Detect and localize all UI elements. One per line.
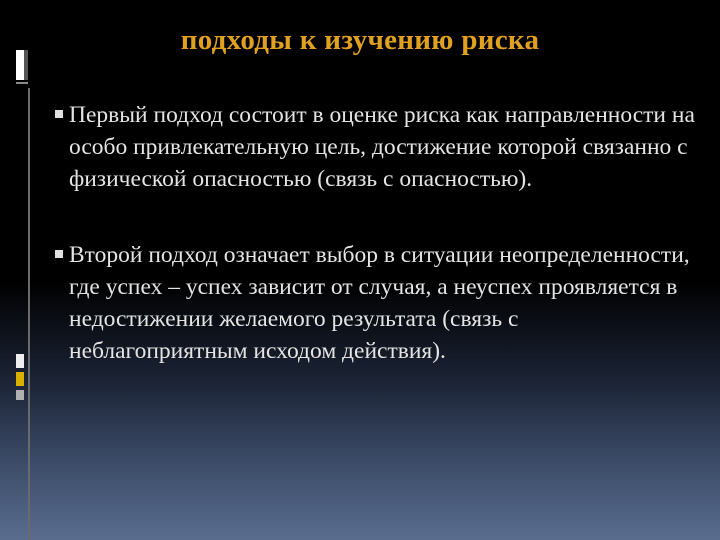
left-accent-bar-top-dark [24, 50, 28, 80]
bullet-item [55, 100, 695, 196]
left-accent-square-gray [16, 390, 24, 400]
slide-title: подходы к изучению риска [180, 24, 540, 56]
left-accent-square-white [16, 354, 24, 368]
left-vertical-line [28, 88, 30, 540]
bullet-text: Первый подход состоит в оценке риска как направленности на особо привлекательную цель, достижение которой связанно с физической опасностью (связь с опасностью). [69, 102, 695, 192]
left-accent-line [16, 82, 28, 84]
left-accent-bar-top [16, 50, 24, 80]
bullet-square-icon [55, 250, 63, 258]
left-accent-square-yellow [16, 372, 24, 386]
bullet-item [55, 240, 695, 368]
bullet-text: Второй подход означает выбор в ситуации неопределенности, где успех – успех зависит от случая, а неуспех проявляется в недостижении желаемого результата (связь с неблагоприятным исходом действия). [69, 241, 690, 364]
bullet-square-icon [55, 110, 63, 118]
bullet-list [55, 100, 695, 368]
